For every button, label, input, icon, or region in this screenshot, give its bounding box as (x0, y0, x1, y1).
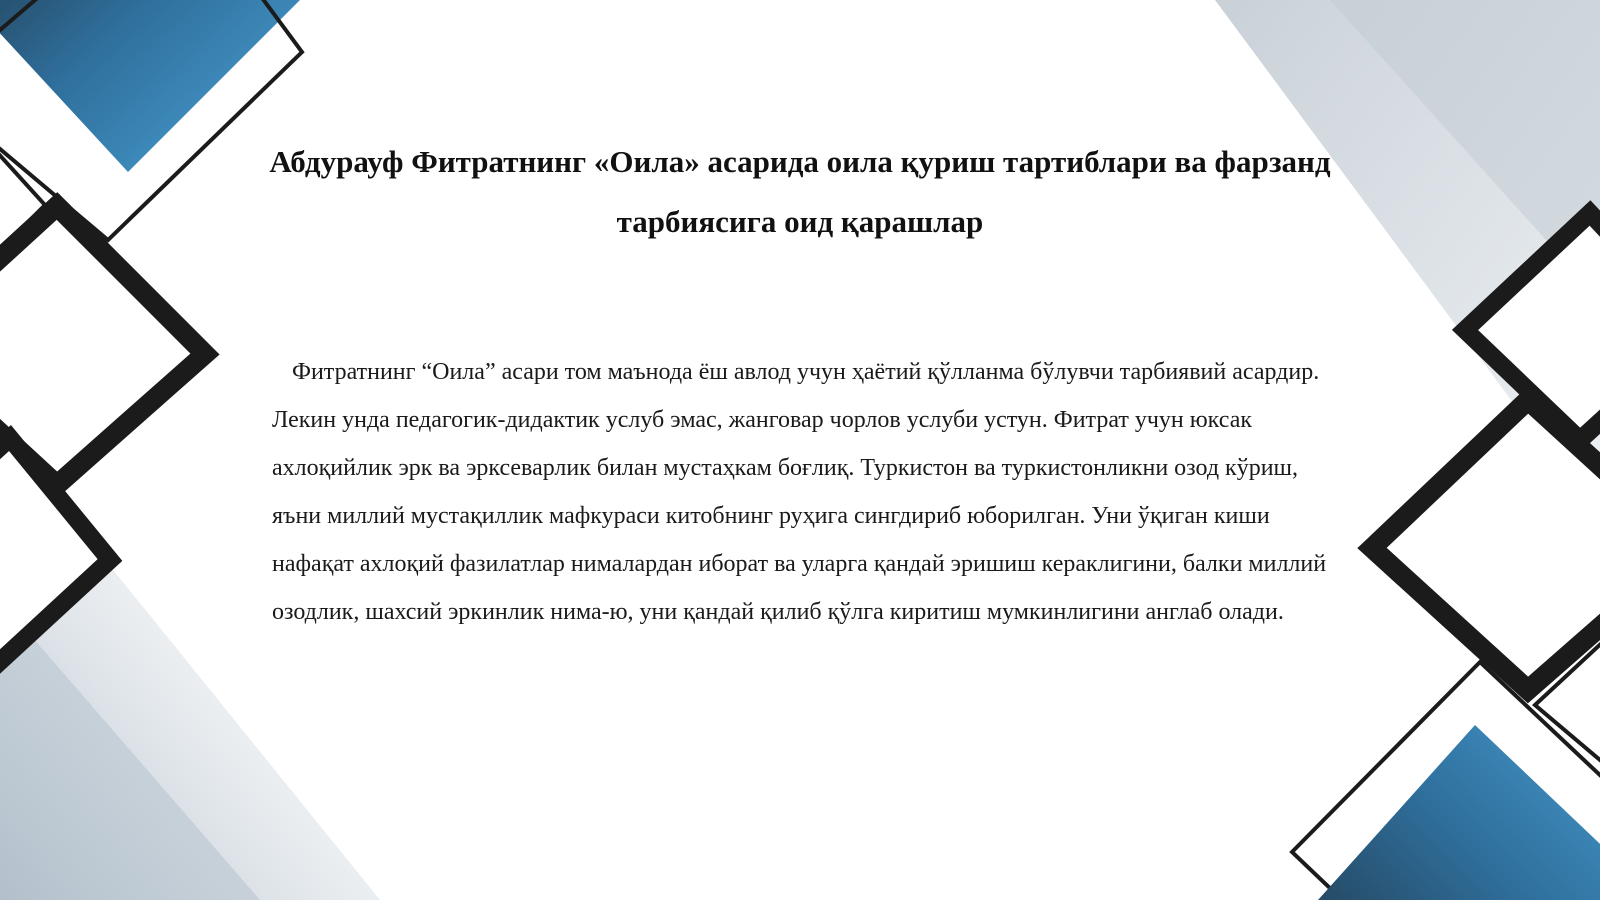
slide-title: Абдурауф Фитратнинг «Оила» асарида оила қуриш тартиблари ва фарзанд тарбиясига оид қарашлар (269, 144, 1331, 239)
blue-diamond-top-left (0, 0, 300, 172)
frame-diamond-right (1372, 400, 1600, 690)
blue-diamond-bottom-right (1318, 725, 1600, 900)
body-paragraph: Фитратнинг “Оила” асари том маънода ёш авлод учун ҳаётий қўлланма бўлувчи тарбиявий асардир. Лекин унда педагогик-дидактик услуб эмас, жанговар чорлов услуби устун. Фитрат учун юксак ахлоқийлик эрк ва эрксеварлик билан мустаҳкам боғлиқ. Туркистон ва туркистонликни озод кўриш, яъни миллий мустақиллик мафкураси китобнинг руҳига сингдириб юборилган. Уни ўқиган киши нафақат ахлоқий фазилатлар нималардан иборат ва уларга қандай эришиш кераклигини, балки миллий озодлик, шахсий эркинлик нима-ю, уни қандай қилиб қўлга киритиш мумкинлигини англаб олади. (272, 359, 1327, 625)
frame-diamond-left (0, 206, 205, 485)
